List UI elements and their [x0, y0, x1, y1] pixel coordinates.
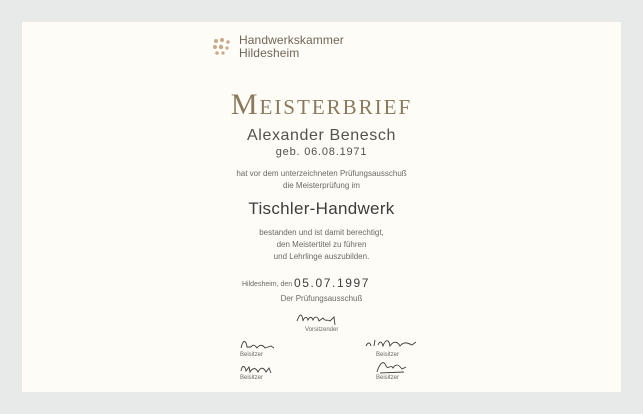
member-role-2: Beisitzer	[376, 352, 400, 358]
member-role-3: Beisitzer	[240, 375, 264, 381]
chamber-name-line2: Hildesheim	[239, 46, 300, 60]
certificate-text-line: hat vor dem unterzeichneten Prüfungsausschuß	[236, 169, 407, 178]
member-signature-mark	[238, 337, 288, 353]
certificate-text-line: den Meistertitel zu führen	[276, 240, 367, 249]
certificate-text-line: bestanden und ist damit berechtigt,	[259, 228, 384, 237]
chamber-name-line1: Handwerkskammer	[239, 33, 344, 47]
committee-label: Der Prüfungsausschuß	[280, 294, 363, 303]
recipient-birthdate: geb. 06.08.1971	[275, 146, 368, 158]
chair-signature-mark	[294, 309, 350, 327]
member-role-4: Beisitzer	[376, 375, 400, 381]
chamber-emblem-icon	[212, 37, 232, 57]
member-signature-3	[238, 362, 282, 376]
certificate-text-line: und Lehrlinge auszubilden.	[273, 252, 370, 261]
member-role-1: Beisitzer	[240, 352, 264, 358]
member-signature-mark	[374, 358, 410, 376]
member-signature-mark	[238, 362, 282, 376]
craft-name: Tischler-Handwerk	[248, 199, 395, 218]
certificate-title: Meisterbrief	[230, 88, 413, 121]
member-signature-2	[362, 334, 422, 352]
chair-signature	[294, 309, 350, 327]
recipient-name: Alexander Benesch	[247, 127, 396, 144]
chair-role: Vorsitzender	[305, 327, 339, 333]
place-label: Hildesheim, den	[242, 281, 293, 288]
member-signature-4	[374, 358, 410, 376]
chamber-name	[239, 34, 379, 60]
member-signature-mark	[362, 334, 422, 352]
issue-date: 05.07.1997	[294, 276, 371, 290]
member-signature-1	[238, 337, 288, 353]
certificate-text-line: die Meisterprüfung im	[283, 181, 360, 190]
